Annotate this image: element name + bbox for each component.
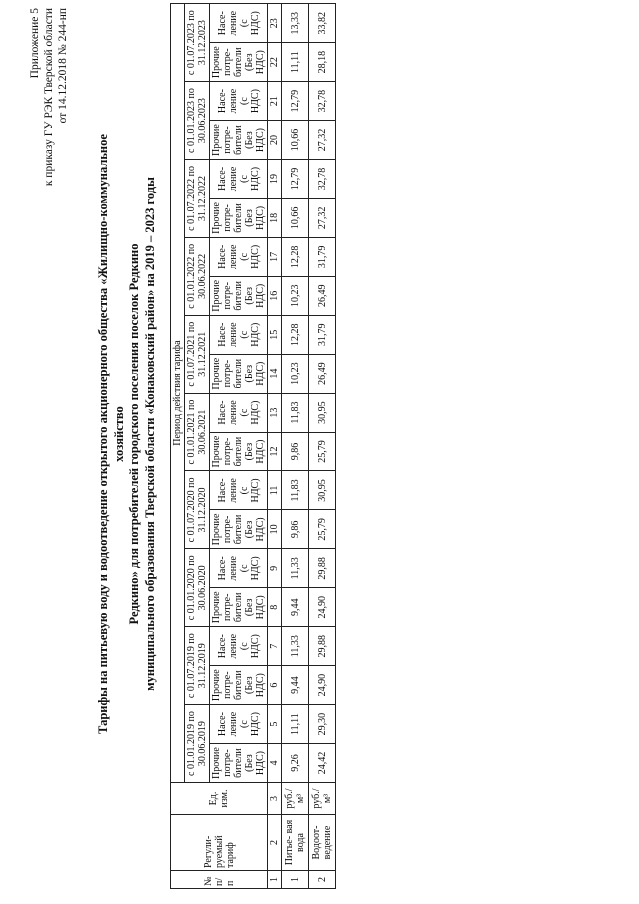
- row-unit: руб./м³: [309, 783, 336, 815]
- tariff-value-cell: 28,18: [309, 43, 336, 82]
- header-tariff: Регули- руемый тариф: [171, 815, 268, 871]
- column-number: 20: [268, 121, 282, 160]
- tariff-value-cell: 10,23: [282, 276, 309, 315]
- header-row-1: [171, 4, 185, 889]
- tariff-value-cell: 32,78: [309, 160, 336, 199]
- tariff-value-cell: 24,90: [309, 588, 336, 627]
- tariff-value-cell: 12,28: [282, 315, 309, 354]
- column-number: 9: [268, 549, 282, 588]
- tariff-value-cell: 30,95: [309, 393, 336, 432]
- tariff-value-cell: 9,86: [282, 432, 309, 471]
- tariff-value-cell: 11,83: [282, 393, 309, 432]
- subheader-other-consumers: Прочие потре- бители (Без НДС): [210, 276, 268, 315]
- period-header: с 01.07.2022 по 31.12.2022: [185, 160, 210, 238]
- subheader-other-consumers: Прочие потре- бители (Без НДС): [210, 510, 268, 549]
- subheader-other-consumers: Прочие потре- бители (Без НДС): [210, 744, 268, 783]
- tariff-value-cell: 12,79: [282, 82, 309, 121]
- column-number: 4: [268, 744, 282, 783]
- tariff-value-cell: 9,44: [282, 588, 309, 627]
- subheader-population: Насе- ление (с НДС): [210, 82, 268, 121]
- subheader-other-consumers: Прочие потре- бители (Без НДС): [210, 666, 268, 705]
- subheader-other-consumers: Прочие потре- бители (Без НДС): [210, 43, 268, 82]
- subheader-population: Насе- ление (с НДС): [210, 393, 268, 432]
- tariff-value-cell: 31,79: [309, 315, 336, 354]
- header-unit: Ед. изм.: [171, 783, 268, 815]
- tariff-value-cell: 25,79: [309, 510, 336, 549]
- tariff-value-cell: 11,83: [282, 471, 309, 510]
- tariff-value-cell: 32,78: [309, 82, 336, 121]
- appendix-line-2: к приказу ГУ РЭК Тверской области: [43, 8, 55, 187]
- column-number-row: [268, 4, 282, 889]
- tariff-value-cell: 10,23: [282, 354, 309, 393]
- tariff-value-cell: 29,88: [309, 627, 336, 666]
- column-number: 8: [268, 588, 282, 627]
- tariff-value-cell: 12,79: [282, 160, 309, 199]
- subheader-population: Насе- ление (с НДС): [210, 471, 268, 510]
- header-row-subcolumns: [210, 4, 268, 889]
- subheader-population: Насе- ление (с НДС): [210, 237, 268, 276]
- subheader-population: Насе- ление (с НДС): [210, 627, 268, 666]
- tariff-value-cell: 12,28: [282, 237, 309, 276]
- column-number: 1: [268, 871, 282, 889]
- column-number: 5: [268, 705, 282, 744]
- appendix-block: [28, 8, 70, 186]
- title-line-1: Тарифы на питьевую воду и водоотведение открытого акционерного общества «Жилищно-коммунальное хозяйство: [96, 134, 126, 734]
- tariff-value-cell: 29,88: [309, 549, 336, 588]
- subheader-population: Насе- ление (с НДС): [210, 160, 268, 199]
- column-number: 16: [268, 276, 282, 315]
- period-header: с 01.07.2020 по 31.12.2020: [185, 471, 210, 549]
- column-number: 14: [268, 354, 282, 393]
- subheader-other-consumers: Прочие потре- бители (Без НДС): [210, 432, 268, 471]
- column-number: 21: [268, 82, 282, 121]
- tariff-value-cell: 9,26: [282, 744, 309, 783]
- period-header: с 01.01.2023 по 30.06.2023: [185, 82, 210, 160]
- column-number: 19: [268, 160, 282, 199]
- subheader-population: Насе- ление (с НДС): [210, 315, 268, 354]
- tariff-value-cell: 26,49: [309, 354, 336, 393]
- tariff-value-cell: 24,90: [309, 666, 336, 705]
- subheader-other-consumers: Прочие потре- бители (Без НДС): [210, 121, 268, 160]
- header-row-periods: [185, 4, 210, 889]
- column-number: 12: [268, 432, 282, 471]
- tariff-value-cell: 11,11: [282, 43, 309, 82]
- column-number: 17: [268, 237, 282, 276]
- tariff-value-cell: 27,32: [309, 198, 336, 237]
- subheader-other-consumers: Прочие потре- бители (Без НДС): [210, 198, 268, 237]
- row-tariff-name: Питье- вая вода: [282, 815, 309, 871]
- table-row: [309, 4, 336, 889]
- column-number: 23: [268, 4, 282, 43]
- period-header: с 01.07.2023 по 31.12.2023: [185, 4, 210, 82]
- title-line-2: Редкино» для потребителей городского поселения поселок Редкино: [127, 243, 141, 625]
- tariff-value-cell: 11,33: [282, 627, 309, 666]
- column-number: 2: [268, 815, 282, 871]
- row-unit: руб./м³: [282, 783, 309, 815]
- subheader-population: Насе- ление (с НДС): [210, 4, 268, 43]
- tariff-value-cell: 9,44: [282, 666, 309, 705]
- tariff-value-cell: 25,79: [309, 432, 336, 471]
- tariff-value-cell: 9,86: [282, 510, 309, 549]
- row-tariff-name: Водоот- ведение: [309, 815, 336, 871]
- tariff-value-cell: 11,33: [282, 549, 309, 588]
- tariff-value-cell: 10,66: [282, 121, 309, 160]
- column-number: 10: [268, 510, 282, 549]
- column-number: 7: [268, 627, 282, 666]
- column-number: 11: [268, 471, 282, 510]
- tariff-value-cell: 10,66: [282, 198, 309, 237]
- tariff-value-cell: 26,49: [309, 276, 336, 315]
- tariff-value-cell: 30,95: [309, 471, 336, 510]
- subheader-population: Насе- ление (с НДС): [210, 705, 268, 744]
- period-header: с 01.01.2021 по 30.06.2021: [185, 393, 210, 471]
- row-number: 2: [309, 871, 336, 889]
- subheader-other-consumers: Прочие потре- бители (Без НДС): [210, 588, 268, 627]
- period-header: с 01.01.2019 по 30.06.2019: [185, 705, 210, 783]
- tariff-value-cell: 33,82: [309, 4, 336, 43]
- column-number: 18: [268, 198, 282, 237]
- header-period: Период действия тарифа: [171, 4, 185, 783]
- title-line-3: муниципального образования Тверской области «Конаковский район» на 2019 – 2023 годы: [142, 177, 157, 691]
- period-header: с 01.07.2021 по 31.12.2021: [185, 315, 210, 393]
- appendix-line-1: Приложение 5: [29, 8, 41, 79]
- column-number: 6: [268, 666, 282, 705]
- column-number: 22: [268, 43, 282, 82]
- table-row: [282, 4, 309, 889]
- row-number: 1: [282, 871, 309, 889]
- header-num: № п/п: [171, 871, 268, 889]
- tariff-value-cell: 24,42: [309, 744, 336, 783]
- period-header: с 01.01.2022 по 30.06.2022: [185, 237, 210, 315]
- tariff-value-cell: 29,30: [309, 705, 336, 744]
- appendix-line-3: от 14.12.2018 № 244-нп: [57, 8, 69, 124]
- period-header: с 01.07.2019 по 31.12.2019: [185, 627, 210, 705]
- column-number: 3: [268, 783, 282, 815]
- tariff-table: [170, 3, 336, 889]
- tariff-value-cell: 31,79: [309, 237, 336, 276]
- document-title: [96, 114, 158, 754]
- column-number: 13: [268, 393, 282, 432]
- column-number: 15: [268, 315, 282, 354]
- tariff-value-cell: 11,11: [282, 705, 309, 744]
- period-header: с 01.01.2020 по 30.06.2020: [185, 549, 210, 627]
- subheader-other-consumers: Прочие потре- бители (Без НДС): [210, 354, 268, 393]
- subheader-population: Насе- ление (с НДС): [210, 549, 268, 588]
- tariff-value-cell: 27,32: [309, 121, 336, 160]
- tariff-value-cell: 13,33: [282, 4, 309, 43]
